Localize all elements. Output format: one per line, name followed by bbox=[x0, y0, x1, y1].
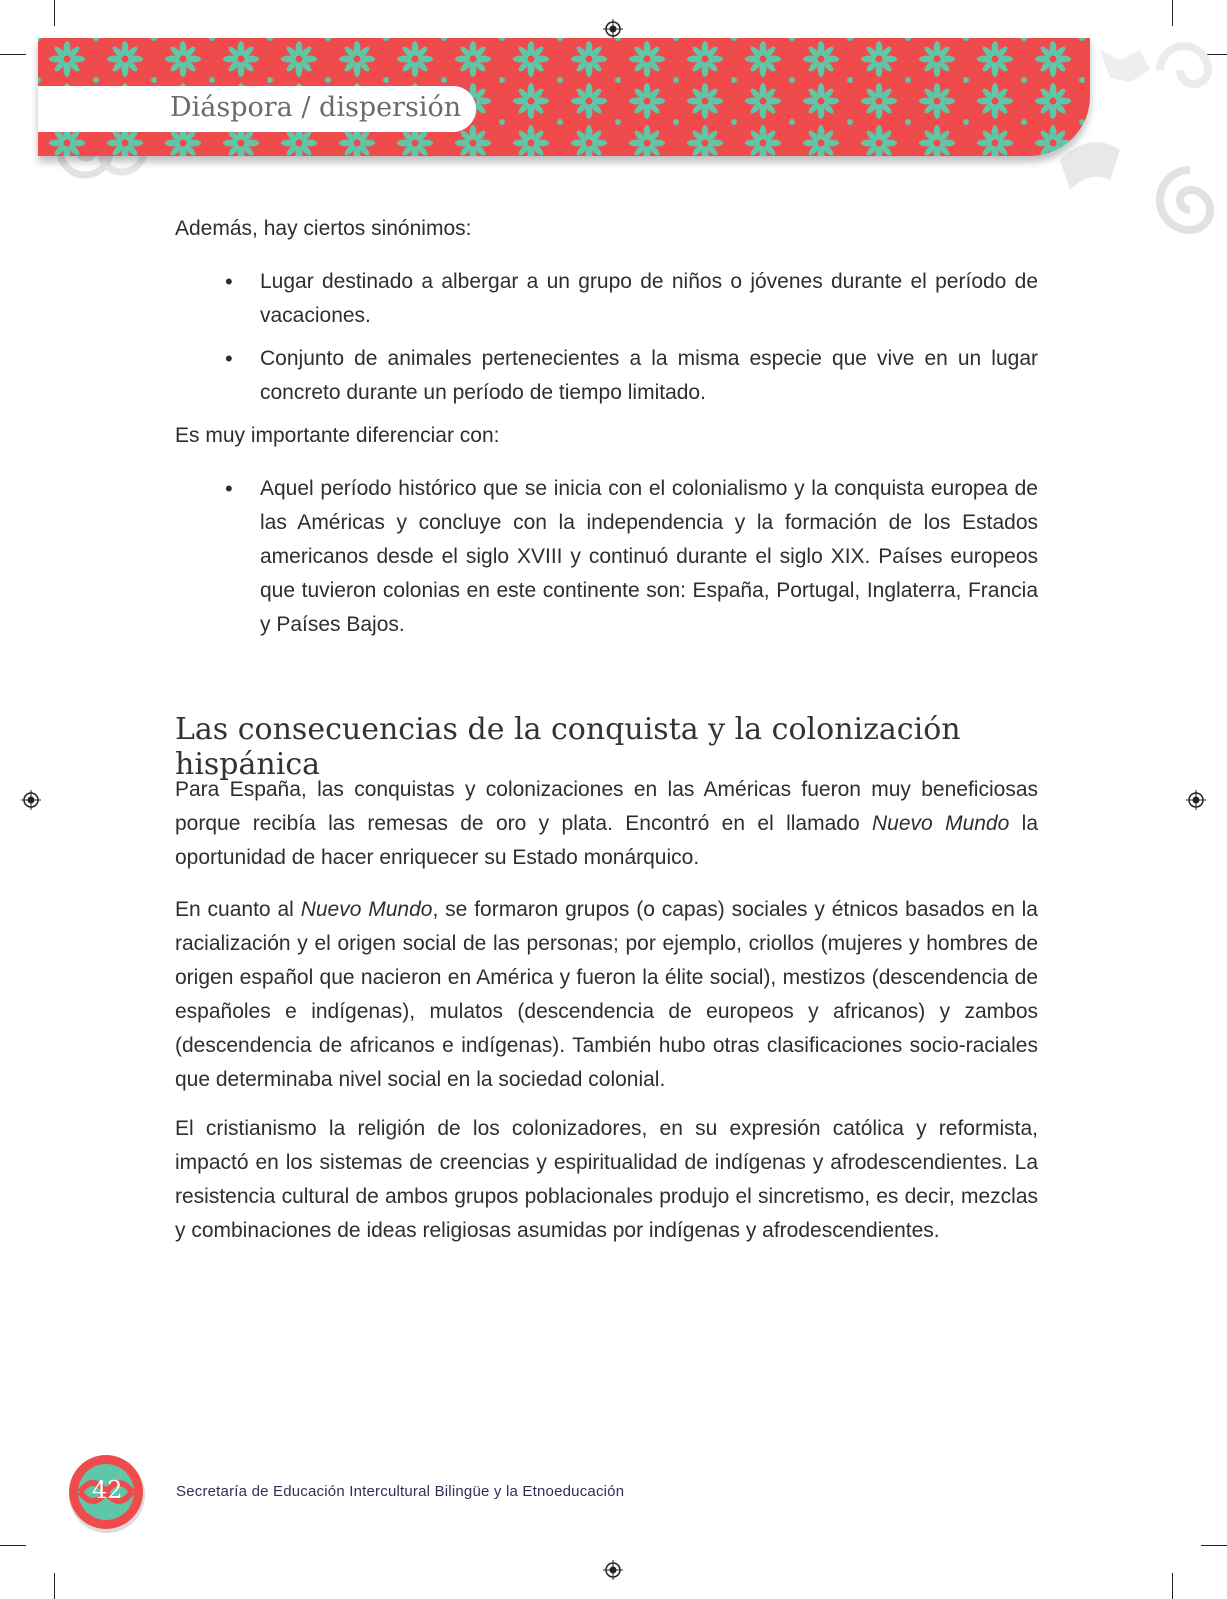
synonyms-list-block bbox=[175, 265, 1038, 410]
list-item: • Conjunto de animales pertenecientes a la misma especie que vive en un lugar concreto durante un período de tiempo limitado. bbox=[175, 342, 1038, 410]
paragraph-text bbox=[175, 893, 1038, 1097]
differentiate-list bbox=[175, 472, 1038, 642]
crop-mark bbox=[54, 0, 55, 26]
italic-term: Nuevo Mundo bbox=[872, 812, 1010, 835]
list-item: • Lugar destinado a albergar a un grupo de niños o jóvenes durante el período de vacaciones. bbox=[175, 265, 1038, 333]
paragraph-text bbox=[175, 773, 1038, 875]
registration-mark-icon bbox=[21, 790, 41, 810]
registration-mark-icon bbox=[603, 1560, 623, 1580]
registration-mark-icon bbox=[1186, 790, 1206, 810]
crop-mark bbox=[1201, 1545, 1227, 1546]
differentiate-block bbox=[175, 419, 1038, 453]
paragraph-3 bbox=[175, 1112, 1038, 1248]
synonyms-list bbox=[175, 265, 1038, 410]
registration-mark-icon bbox=[603, 19, 623, 39]
text-run: la oportunidad de hacer enriquecer su Estado monárquico. bbox=[175, 812, 1039, 869]
intro-block bbox=[175, 212, 1038, 246]
section-heading-block bbox=[175, 712, 1038, 782]
text-run: En cuanto al bbox=[175, 898, 301, 921]
differentiate-list-block bbox=[175, 472, 1038, 642]
header-title: Diáspora / dispersión bbox=[170, 92, 462, 123]
text-run: , se formaron grupos (o capas) sociales y étnicos basados en la racialización y el origen social de las personas; por ejemplo, criollos (mujeres y hombres de origen español que nacieron en América y fueron la élite social), mestizos (descendencia de españoles e indígenas), mulatos (descendencia de europeos y africanos) y zambos (descendencia de africanos e indígenas). También hubo otras clasificaciones socio-raciales que determinaba nivel social en la sociedad colonial. bbox=[175, 898, 1038, 1091]
crop-mark bbox=[1172, 1573, 1173, 1599]
paragraph-1 bbox=[175, 773, 1038, 875]
text-run: Para España, las conquistas y colonizaciones en las Américas fueron muy beneficiosas porque recibía las remesas de oro y plata. Encontró en el llamado bbox=[175, 778, 1038, 835]
header-title-tab bbox=[38, 86, 476, 132]
footer-text: Secretaría de Educación Intercultural Bilingüe y la Etnoeducación bbox=[176, 1483, 625, 1500]
page-number: 42 bbox=[92, 1476, 123, 1504]
paragraph-2 bbox=[175, 893, 1038, 1097]
crop-mark bbox=[1172, 0, 1173, 26]
paragraph-text: El cristianismo la religión de los colonizadores, en su expresión católica y reformista, impactó en los sistemas de creencias y espiritualidad de indígenas y afrodescendientes. La resistencia cultural de ambos grupos poblacionales produjo el sincretismo, es decir, mezclas y combinaciones de ideas religiosas asumidas por indígenas y afrodescendientes. bbox=[175, 1117, 1038, 1242]
page-number-badge bbox=[66, 1452, 148, 1534]
italic-term: Nuevo Mundo bbox=[300, 898, 433, 921]
crop-mark bbox=[0, 1545, 26, 1546]
section-title: Las consecuencias de la conquista y la colonización hispánica bbox=[175, 712, 961, 782]
differentiate-intro: Es muy importante diferenciar con: bbox=[175, 424, 500, 447]
intro-text: Además, hay ciertos sinónimos: bbox=[175, 217, 472, 240]
list-item: • Aquel período histórico que se inicia con el colonialismo y la conquista europea de las Américas y concluye con la independencia y la formación de los Estados americanos desde el siglo XVIII y continuó durante el siglo XIX. Países europeos que tuvieron colonias en este continente son: España, Portugal, Inglaterra, Francia y Países Bajos. bbox=[175, 472, 1038, 642]
crop-mark bbox=[54, 1573, 55, 1599]
crop-mark bbox=[0, 54, 26, 55]
